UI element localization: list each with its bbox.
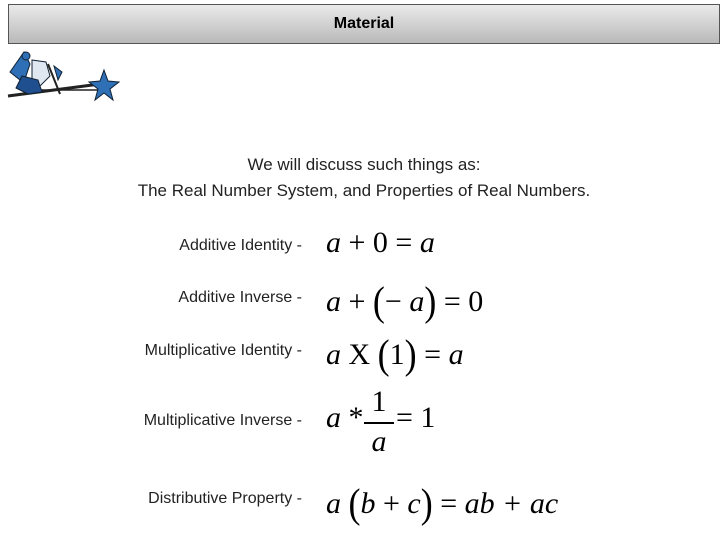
formula-multiplicative-identity: a X (1) = a (326, 331, 464, 377)
label-multiplicative-identity: Multiplicative Identity - (144, 342, 302, 359)
formula-distributive-property: a (b + c) = ab + ac (326, 480, 559, 526)
intro-line-1: We will discuss such things as: (247, 155, 481, 174)
formula-additive-identity: a + 0 = a (326, 226, 435, 259)
intro-line-2: The Real Number System, and Properties of Real Numbers. (137, 181, 591, 200)
fraction-bar (364, 422, 394, 424)
skier-star-logo-icon (2, 46, 120, 110)
label-additive-inverse: Additive Inverse - (178, 289, 302, 306)
page-title: Material (333, 15, 395, 32)
formula-additive-inverse: a + (− a) = 0 (326, 278, 484, 324)
label-multiplicative-inverse: Multiplicative Inverse - (143, 412, 302, 429)
label-distributive-property: Distributive Property - (148, 490, 302, 507)
title-bar (8, 4, 720, 44)
formula-multiplicative-inverse: a * (326, 401, 364, 434)
fraction-one-over-a: 1 a (364, 388, 394, 456)
formula-multiplicative-inverse-result: = 1 (396, 401, 436, 434)
label-additive-identity: Additive Identity - (179, 237, 302, 254)
